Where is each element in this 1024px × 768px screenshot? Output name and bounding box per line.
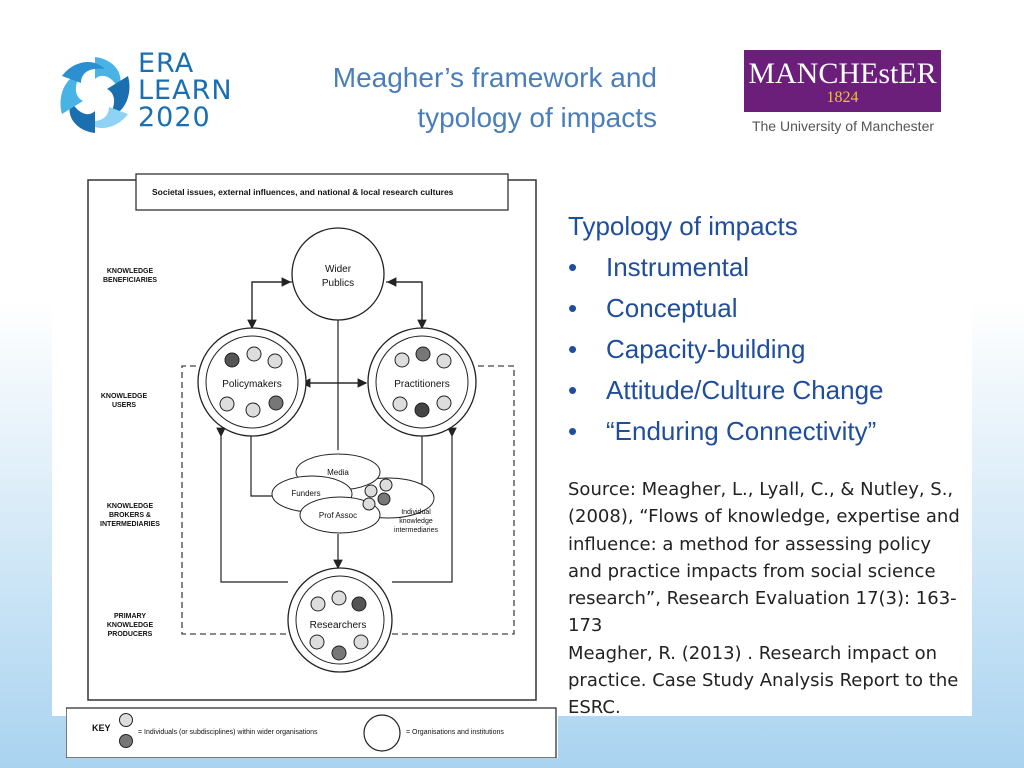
- level-beneficiaries-2: BENEFICIARIES: [102, 277, 158, 284]
- logo-line-1: ERA: [138, 48, 195, 79]
- university-year: 1824: [826, 89, 859, 106]
- typology-item-5: “Enduring Connectivity”: [606, 416, 877, 446]
- university-logo: [744, 50, 942, 134]
- list-item: [568, 329, 968, 370]
- bullet-icon: •: [568, 375, 578, 405]
- media-label: Media: [327, 468, 349, 477]
- individual-label-3: intermediaries: [394, 527, 438, 534]
- level-users-1: KNOWLEDGE: [100, 393, 148, 400]
- level-brokers-2: BROKERS &: [108, 512, 152, 519]
- level-producers-2: KNOWLEDGE: [106, 622, 154, 629]
- slide-title: [270, 58, 657, 138]
- typology-section: [568, 206, 968, 452]
- key-individual-light: [120, 714, 133, 727]
- era-learn-wordmark: [138, 50, 248, 131]
- practitioners-label: Practitioners: [394, 379, 450, 390]
- prof-assoc-label: Prof Assoc: [318, 511, 358, 520]
- bullet-icon: •: [568, 334, 578, 364]
- individual-label-1: Individual: [401, 509, 431, 516]
- typology-item-3: Capacity-building: [606, 334, 806, 364]
- researchers-label: Researchers: [309, 620, 367, 631]
- typology-item-4: Attitude/Culture Change: [606, 375, 884, 405]
- logo-line-2: LEARN: [138, 75, 233, 106]
- key-label: KEY: [92, 723, 111, 733]
- key-organisations-text: = Organisations and institutions: [406, 729, 504, 736]
- university-badge: [744, 50, 941, 112]
- university-subtitle: The University of Manchester: [751, 118, 935, 134]
- wider-publics-label-2: Publics: [321, 278, 355, 289]
- bullet-icon: •: [568, 293, 578, 323]
- title-line-2: typology of impacts: [417, 102, 657, 133]
- key-individual-dark: [120, 735, 133, 748]
- typology-item-1: Instrumental: [606, 252, 750, 282]
- level-producers-1: PRIMARY: [113, 613, 147, 620]
- level-brokers-3: INTERMEDIARIES: [100, 521, 160, 528]
- arrow-researchers-policy: [221, 436, 288, 582]
- title-line-1: Meagher’s framework and: [332, 62, 657, 93]
- logo-line-3: 2020: [138, 102, 211, 133]
- policymakers-label: Policymakers: [222, 379, 282, 390]
- key-individuals-text: = Individuals (or subdisciplines) within wider organisations: [138, 729, 318, 736]
- level-brokers-1: KNOWLEDGE: [106, 503, 154, 510]
- header-text: Societal issues, external influences, and national & local research cultures: [152, 187, 454, 197]
- level-beneficiaries-1: KNOWLEDGE: [106, 268, 154, 275]
- framework-diagram: [66, 168, 558, 758]
- typology-item-2: Conceptual: [606, 293, 738, 323]
- key-organisation-circle: [364, 715, 400, 751]
- list-item: [568, 288, 968, 329]
- source-citation: [568, 476, 964, 722]
- arrow-practitioners-publics: [388, 282, 422, 326]
- source-ref-1: Source: Meagher, L., Lyall, C., & Nutley, S., (2008), “Flows of knowledge, expertise and influence: a method for assessing policy and practice impacts from social science research”, Research Evaluation 17(3): 163-173: [568, 479, 960, 637]
- arrow-publics-practitioners: [386, 282, 422, 328]
- typology-list: [568, 247, 968, 452]
- swirl-logo-icon: [52, 50, 142, 140]
- list-item: [568, 247, 968, 288]
- individual-label-2: knowledge: [399, 518, 433, 525]
- university-name: MANCHEstER: [748, 57, 937, 90]
- typology-title: Typology of impacts: [568, 211, 798, 241]
- list-item: [568, 411, 968, 452]
- bullet-icon: •: [568, 252, 578, 282]
- wider-publics-label-1: Wider: [324, 264, 352, 275]
- level-producers-3: PRODUCERS: [107, 631, 153, 638]
- bullet-icon: •: [568, 416, 578, 446]
- level-users-2: USERS: [111, 402, 137, 409]
- source-ref-2: Meagher, R. (2013) . Research impact on practice. Case Study Analysis Report to the ESRC.: [568, 642, 959, 719]
- funders-label: Funders: [291, 489, 321, 498]
- list-item: [568, 370, 968, 411]
- arrow-publics-policymakers: [252, 282, 292, 328]
- arrow-policymakers-publics: [252, 282, 290, 326]
